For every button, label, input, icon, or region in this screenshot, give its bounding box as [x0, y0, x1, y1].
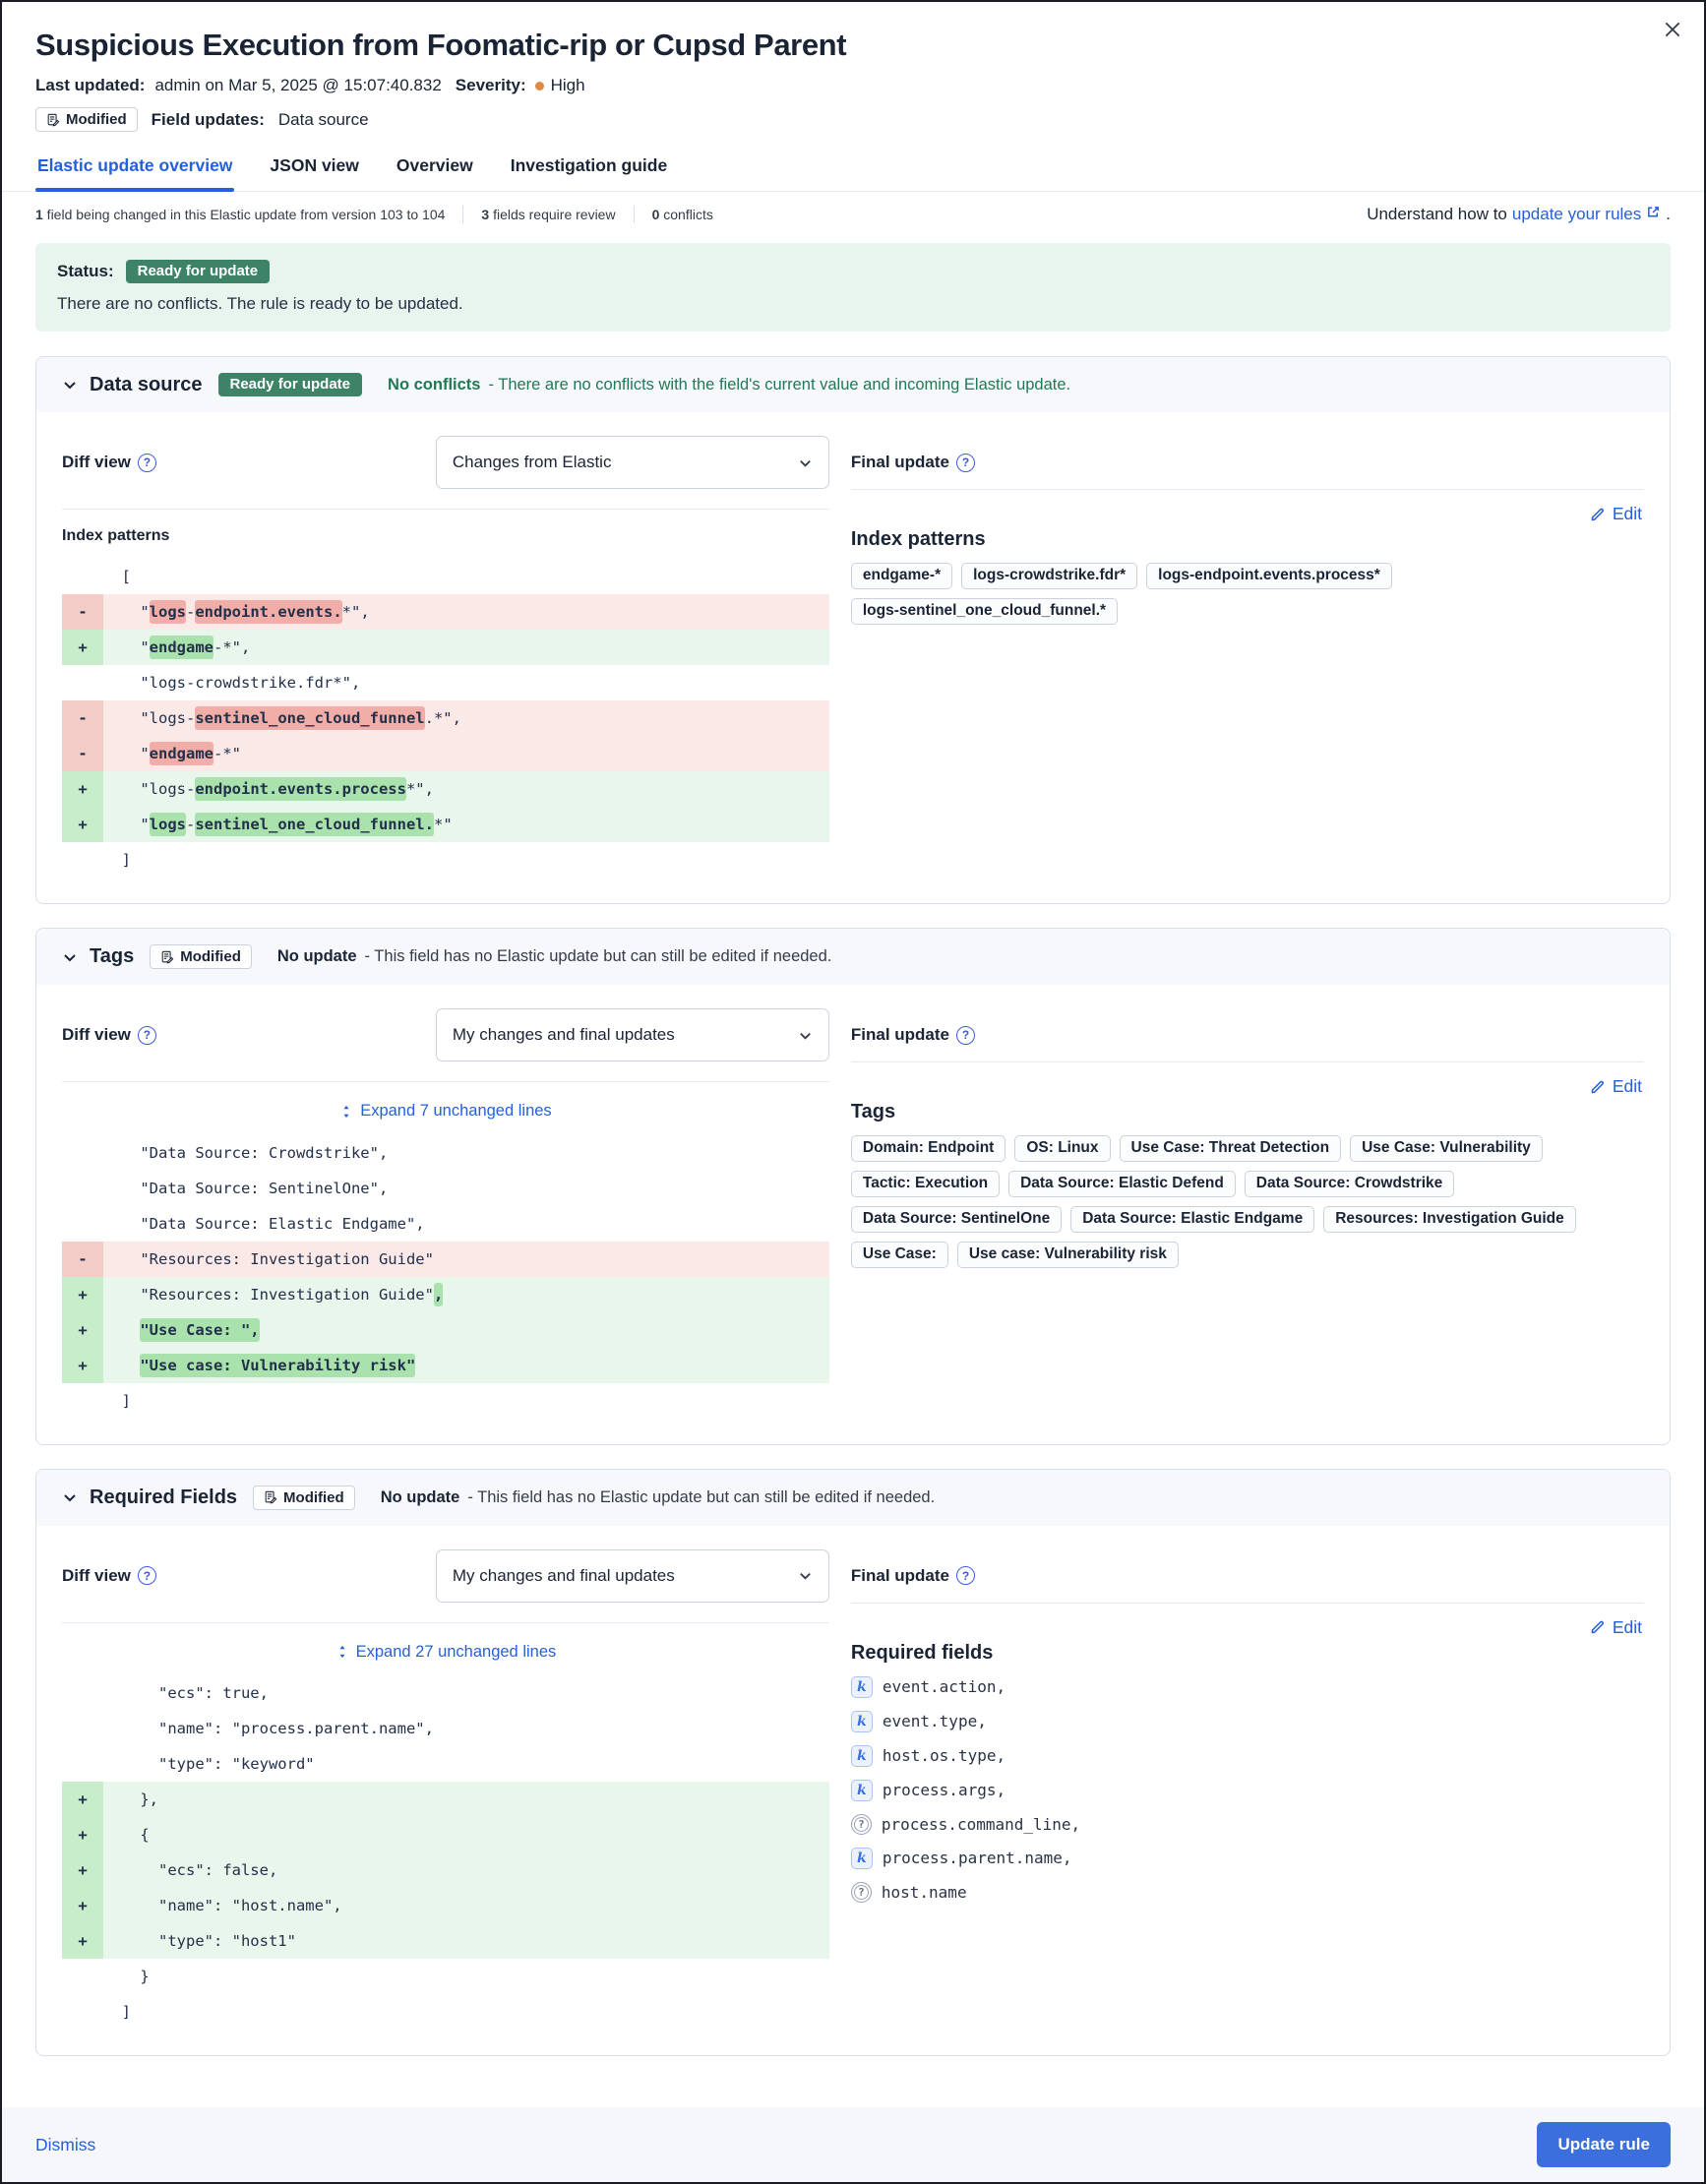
stats-row	[2, 192, 1704, 237]
diff-code: "type": "host1"	[103, 1923, 829, 1959]
keyword-type-icon: k	[851, 1780, 873, 1801]
diff-line-add	[62, 1277, 829, 1312]
diff-code: "Use Case: ",	[103, 1312, 829, 1348]
meta-row	[35, 76, 1671, 95]
diff-line-ctx	[62, 665, 829, 700]
section-required-fields	[35, 1469, 1671, 2057]
final-update-column	[851, 1549, 1644, 2031]
diff-code: "type": "keyword"	[103, 1755, 315, 1773]
final-field-title: Index patterns	[850, 528, 986, 550]
diff-marker: +	[62, 1923, 103, 1959]
expand-icon	[335, 1645, 349, 1659]
diff-marker	[62, 1746, 103, 1782]
page-title: Suspicious Execution from Foomatic-rip or Cupsd Parent	[35, 28, 847, 62]
diff-marker	[62, 1206, 103, 1242]
diff-code: [	[103, 568, 131, 585]
tab-overview[interactable]: Overview	[396, 155, 473, 175]
final-update-label: Final update ?	[851, 1566, 975, 1586]
diff-marker	[62, 842, 103, 878]
help-icon[interactable]: ?	[138, 1026, 156, 1045]
diff-code: "logs-sentinel_one_cloud_funnel.*"	[103, 807, 829, 842]
stat-item: 3 fields require review	[481, 207, 616, 222]
expand-icon	[339, 1105, 353, 1119]
diff-block	[62, 559, 829, 878]
section-title: Tags	[90, 945, 135, 967]
section-status: No update - This field has no Elastic update but can still be edited if needed.	[380, 1487, 936, 1506]
final-update-label: Final update ?	[851, 453, 975, 472]
modified-badge: Modified	[253, 1486, 355, 1510]
diff-code: "name": "host.name",	[103, 1888, 829, 1923]
status-callout	[35, 243, 1671, 332]
expand-unchanged-lines-button[interactable]: Expand 7 unchanged lines	[339, 1102, 552, 1121]
status-message: There are no conflicts. The rule is ready to be updated.	[57, 294, 463, 313]
required-field-name: event.type,	[882, 1712, 987, 1730]
badge: Data Source: Elastic Endgame	[1070, 1206, 1314, 1233]
diff-marker: +	[62, 1852, 103, 1888]
modified-badge: Modified	[35, 107, 138, 132]
keyword-type-icon: k	[851, 1676, 873, 1698]
tags-header	[36, 929, 1670, 985]
index-pattern-badges	[851, 563, 1644, 625]
required-field-item	[851, 1711, 1644, 1732]
chevron-down-icon[interactable]	[62, 1489, 78, 1505]
field-updates-value: Data source	[277, 109, 369, 129]
chevron-down-icon	[798, 1028, 813, 1043]
diff-code: "Data Source: SentinelOne",	[103, 1179, 389, 1197]
diff-block	[62, 1135, 829, 1419]
data-source-header	[36, 357, 1670, 412]
help-text: Understand how to update your rules .	[1367, 205, 1671, 223]
modal-header	[2, 2, 1704, 132]
diff-line-ctx	[62, 1746, 829, 1782]
diff-marker: +	[62, 1817, 103, 1852]
modified-badge: Modified	[150, 944, 252, 969]
diff-code: "endgame-*"	[103, 736, 829, 771]
document-edit-icon	[46, 113, 60, 127]
diff-marker	[62, 1675, 103, 1711]
diff-column	[62, 1549, 829, 2031]
badge: Tactic: Execution	[851, 1171, 1000, 1197]
diff-marker: +	[62, 1782, 103, 1817]
help-icon[interactable]: ?	[956, 1566, 975, 1585]
final-field-title: Tags	[850, 1101, 896, 1122]
diff-view-select[interactable]: Changes from Elastic	[436, 436, 829, 489]
diff-code: }	[103, 1968, 150, 1985]
chevron-down-icon	[798, 1568, 813, 1583]
diff-code: "ecs": false,	[103, 1852, 829, 1888]
badge: Use Case:	[851, 1242, 948, 1268]
required-field-item	[851, 1745, 1644, 1767]
severity-value: High	[550, 76, 585, 94]
stat-item: 1 field being changed in this Elastic update from version 103 to 104	[35, 207, 446, 222]
badge: endgame-*	[851, 563, 952, 589]
diff-code: "name": "process.parent.name",	[103, 1720, 434, 1737]
keyword-type-icon: k	[851, 1711, 873, 1732]
diff-view-label: Diff view ?	[62, 1566, 156, 1586]
status-label: Status:	[57, 262, 114, 280]
tag-badges	[851, 1135, 1644, 1268]
final-update-column	[851, 1008, 1644, 1419]
status-badge: Ready for update	[126, 260, 271, 283]
update-rule-button[interactable]: Update rule	[1537, 2122, 1671, 2167]
diff-marker: -	[62, 700, 103, 736]
section-data-source	[35, 356, 1671, 904]
section-status: No conflicts - There are no conflicts with the field's current value and incoming Elastic update.	[388, 375, 1071, 394]
diff-view-select[interactable]: My changes and final updates	[436, 1549, 829, 1603]
diff-line-add	[62, 1312, 829, 1348]
badge: OS: Linux	[1014, 1135, 1110, 1162]
badge: Domain: Endpoint	[851, 1135, 1005, 1162]
edit-button[interactable]: Edit	[1590, 504, 1642, 524]
required-field-item	[851, 1814, 1644, 1835]
badge: Resources: Investigation Guide	[1323, 1206, 1576, 1233]
required-field-item	[851, 1882, 1644, 1903]
diff-column	[62, 436, 829, 878]
required-fields-list	[851, 1676, 1644, 1903]
diff-code: "logs-crowdstrike.fdr*",	[103, 674, 361, 692]
diff-code: ]	[103, 1391, 131, 1410]
required-field-name: process.command_line,	[881, 1814, 1081, 1834]
field-updates-label: Field updates:	[151, 109, 265, 129]
dismiss-button[interactable]: Dismiss	[35, 2134, 96, 2154]
diff-line-ctx	[62, 842, 829, 878]
section-title: Data source	[90, 373, 203, 395]
diff-line-add	[62, 1888, 829, 1923]
diff-view-label: Diff view ?	[62, 1025, 156, 1045]
expand-unchanged-lines-button[interactable]: Expand 27 unchanged lines	[335, 1643, 557, 1662]
diff-marker	[62, 1171, 103, 1206]
required-field-name: process.parent.name,	[882, 1849, 1072, 1867]
required-field-item	[851, 1848, 1644, 1869]
update-stats	[35, 206, 713, 223]
diff-line-add	[62, 1852, 829, 1888]
diff-code: ]	[103, 2003, 131, 2021]
diff-line-del	[62, 594, 829, 630]
pencil-icon	[1590, 1619, 1606, 1635]
diff-marker	[62, 1711, 103, 1746]
diff-marker: -	[62, 1242, 103, 1277]
diff-line-add	[62, 1817, 829, 1852]
diff-line-ctx	[62, 1675, 829, 1711]
diff-code: "Use case: Vulnerability risk"	[103, 1348, 829, 1383]
diff-marker: +	[62, 630, 103, 665]
divider	[634, 206, 635, 223]
diff-marker: +	[62, 1277, 103, 1312]
diff-code: "logs-endpoint.events.process*",	[103, 771, 829, 807]
badge: Use case: Vulnerability risk	[957, 1242, 1179, 1268]
diff-code: "logs-endpoint.events.*",	[103, 594, 829, 630]
badge-row	[35, 107, 1671, 132]
diff-code: "endgame-*",	[103, 630, 829, 665]
diff-code: ]	[103, 851, 131, 869]
severity-label: Severity:	[455, 76, 526, 94]
diff-line-ctx	[62, 1135, 829, 1171]
diff-field-label: Index patterns	[62, 527, 170, 544]
final-field-title: Required fields	[850, 1641, 994, 1664]
stat-item: 0 conflicts	[651, 207, 713, 222]
diff-marker	[62, 1994, 103, 2030]
diff-column	[62, 1008, 829, 1419]
diff-line-ctx	[62, 559, 829, 594]
diff-marker: +	[62, 807, 103, 842]
section-title: Required Fields	[90, 1486, 238, 1508]
update-your-rules-link[interactable]: update your rules	[1511, 205, 1642, 223]
pencil-icon	[1590, 1079, 1606, 1095]
tab-elastic-update-overview[interactable]: Elastic update overview	[35, 152, 234, 191]
keyword-type-icon: k	[851, 1848, 873, 1869]
severity-dot	[535, 82, 544, 91]
diff-code: "ecs": true,	[103, 1684, 269, 1702]
keyword-type-icon: k	[851, 1745, 873, 1767]
help-icon[interactable]: ?	[956, 454, 975, 472]
diff-marker: +	[62, 1312, 103, 1348]
required-field-name: host.name	[881, 1882, 967, 1902]
diff-code: "Data Source: Elastic Endgame",	[103, 1214, 425, 1233]
diff-line-del	[62, 1242, 829, 1277]
help-icon[interactable]: ?	[138, 1566, 156, 1585]
diff-marker: +	[62, 1348, 103, 1383]
help-icon[interactable]: ?	[138, 454, 156, 472]
document-edit-icon	[264, 1490, 277, 1504]
required-field-name: process.args,	[882, 1781, 1006, 1799]
diff-marker	[62, 559, 103, 594]
diff-code: },	[103, 1782, 829, 1817]
diff-line-ctx	[62, 1171, 829, 1206]
divider	[462, 206, 463, 223]
diff-code: "logs-sentinel_one_cloud_funnel.*",	[103, 700, 829, 736]
modal-footer	[2, 2107, 1704, 2182]
diff-marker	[62, 1959, 103, 1994]
required-fields-header	[36, 1470, 1670, 1526]
close-icon[interactable]	[1663, 20, 1682, 44]
edit-button[interactable]: Edit	[1590, 1617, 1642, 1638]
diff-marker: -	[62, 736, 103, 771]
diff-line-ctx	[62, 1994, 829, 2030]
diff-line-del	[62, 736, 829, 771]
diff-code: "Resources: Investigation Guide"	[103, 1242, 829, 1277]
diff-line-add	[62, 1348, 829, 1383]
diff-marker	[62, 1135, 103, 1171]
badge: Data Source: Crowdstrike	[1245, 1171, 1455, 1197]
diff-marker: +	[62, 1888, 103, 1923]
diff-line-add	[62, 771, 829, 807]
required-field-name: event.action,	[882, 1677, 1006, 1696]
chevron-down-icon[interactable]	[62, 949, 78, 965]
external-link-icon	[1646, 205, 1661, 224]
tabs-bar	[2, 152, 1704, 192]
help-icon[interactable]: ?	[956, 1026, 975, 1045]
diff-line-add	[62, 630, 829, 665]
unknown-type-icon: ?	[851, 1814, 872, 1835]
chevron-down-icon	[798, 455, 813, 470]
last-updated-label: Last updated:	[35, 76, 146, 94]
diff-line-del	[62, 700, 829, 736]
last-updated-value: admin on Mar 5, 2025 @ 15:07:40.832	[154, 76, 442, 94]
diff-line-ctx	[62, 1711, 829, 1746]
final-update-column	[851, 436, 1644, 878]
diff-marker: +	[62, 771, 103, 807]
badge: Use Case: Threat Detection	[1120, 1135, 1342, 1162]
diff-code: {	[103, 1817, 829, 1852]
diff-line-add	[62, 1923, 829, 1959]
badge: logs-endpoint.events.process*	[1146, 563, 1392, 589]
badge: logs-sentinel_one_cloud_funnel.*	[851, 598, 1118, 625]
section-status: No update - This field has no Elastic update but can still be edited if needed.	[276, 947, 832, 965]
diff-code: "Data Source: Crowdstrike",	[103, 1143, 389, 1162]
chevron-down-icon[interactable]	[62, 377, 78, 393]
final-update-label: Final update ?	[851, 1025, 975, 1045]
pencil-icon	[1590, 507, 1606, 522]
diff-marker	[62, 1383, 103, 1419]
document-edit-icon	[160, 950, 174, 964]
diff-line-ctx	[62, 1959, 829, 1994]
diff-line-add	[62, 807, 829, 842]
diff-line-add	[62, 1782, 829, 1817]
diff-code: "Resources: Investigation Guide",	[103, 1277, 829, 1312]
diff-marker	[62, 665, 103, 700]
badge: Data Source: SentinelOne	[851, 1206, 1062, 1233]
diff-line-ctx	[62, 1206, 829, 1242]
unknown-type-icon: ?	[851, 1882, 872, 1903]
required-field-item	[851, 1780, 1644, 1801]
required-field-item	[851, 1676, 1644, 1698]
diff-view-label: Diff view ?	[62, 453, 156, 472]
diff-line-ctx	[62, 1383, 829, 1419]
diff-block	[62, 1675, 829, 2030]
badge: Data Source: Elastic Defend	[1008, 1171, 1236, 1197]
required-field-name: host.os.type,	[882, 1746, 1006, 1765]
diff-view-select[interactable]: My changes and final updates	[436, 1008, 829, 1062]
badge: logs-crowdstrike.fdr*	[961, 563, 1137, 589]
modal-body	[2, 237, 1704, 2107]
badge: Use Case: Vulnerability	[1350, 1135, 1543, 1162]
section-tags	[35, 928, 1671, 1445]
ready-for-update-badge: Ready for update	[218, 373, 363, 396]
tab-json-view[interactable]: JSON view	[270, 155, 359, 175]
diff-marker: -	[62, 594, 103, 630]
edit-button[interactable]: Edit	[1590, 1076, 1642, 1097]
tab-investigation-guide[interactable]: Investigation guide	[510, 155, 668, 175]
